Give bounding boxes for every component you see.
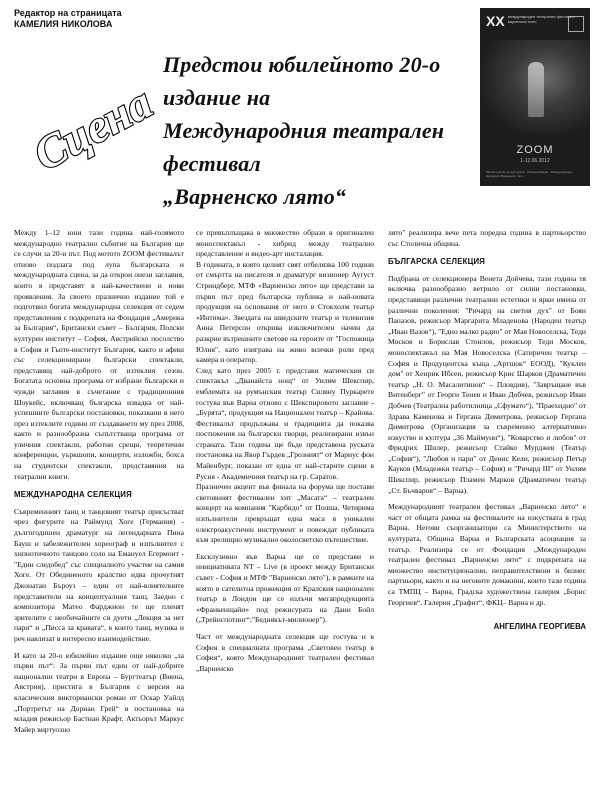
poster-edition-number: XX: [486, 13, 505, 29]
firsts-paragraph: И като за 20-о юбилейно издание още няколко „за първи път“: За първи път един от най-добрите национални театри в Европа – Бургтеатър (Виена, Австрия), пристига в България с версия на класическия викториански роман от Оскар Уайлд „Портретът на Дориан Грей“ в постановка на младия режисьор Бастиан Крафт. Актьорът Маркус Майер виртуозно: [14, 650, 184, 734]
nt-live-paragraph: Ексклузивно във Варна ще се представи и инициативата NT – Live (в проект между Британски съвет - София и МТФ "Варненско лято"), в рамките на която в сателитна прожекция от Кралския национален театър в Лондон ще се излъчи мегапродукцията «Франкенщайн» под режисурата на Дани Бойл („Трейнспотинг“;"Беднякът-милионер").: [196, 551, 374, 625]
dance-paragraph: Съвременният танц и танцовият театър присъстват чрез фигурите на Раймунд Хоге (Германия) - дългогодишен драматург на легендарната Пина Бауш и забележителен хореограф и изпълнител с хипнотичното танцово соло на Емануел Егермонт - "Един следобед" със специалното участие на самия Хоге. От Обединеното кралство идва прочутият Джонатан Бъроуз – един от най-влиятелните представители на концептуалния танц. Заедно с композитора Матео Фарджион те ще пленят зрителите с необичайните си дуети „Лекция за нет пари“ и „Писса за кравата“, в които танц, музика и реч навлизат в интересно взаимодействие.: [14, 506, 184, 643]
rubric-text: Сцена: [25, 76, 160, 181]
article-column-1: [14, 228, 184, 735]
poster-dates: 1-12.06.2012: [520, 158, 550, 164]
section-heading-international: МЕЖДУНАРОДНА СЕЛЕКЦИЯ: [14, 490, 132, 500]
section-heading-bulgarian: БЪЛГАРСКА СЕЛЕКЦИЯ: [388, 257, 486, 267]
poster-title: ZOOM: [516, 144, 554, 156]
festival-poster: [480, 8, 590, 186]
editor-label: Редактор на страницата: [14, 8, 122, 18]
strindberg-paragraph: В годината, в която целият свят отбелязва 100 години от смъртта на писателя и драматург визионер Аугуст Стриндберг, МТФ «Варненско лято» ще представи за първи път пред българска публика и най-новата продукция на основания от него в Стокхолм театър «Интима». Звездата на шведските театър и телевизия Анна Петерсон открива изключителен начин да разкрие вътрешните светове на героите от "Госпожица Юлия", като изиграва на живо всички роли пред камера и оператор.: [196, 259, 374, 365]
headline-line-2: Международния театрален фестивал: [163, 118, 445, 176]
sofia-program-paragraph: Част от международната селекция ще гостува и в София в специалната програма „Световен театър в София“, която Международният театрален фестивал „Варненско: [196, 631, 374, 673]
poster-artwork: [480, 40, 590, 135]
poster-heading: международен театрален фестивал варненско лято: [507, 14, 575, 24]
article-column-2: [196, 228, 374, 674]
purcarete-paragraph: След като през 2005 г. представи магическия си спектакъл „Дванайста нощ“ от Уилям Шекспир, емблемата на румънския театър Силвиу Пуркарете гостува във Варна отново с Шекспировото заглавие - „Бурята“, продукция на Национален театър – Крайова. Фестивалът продължава и традицията да показва постижения на български творци, реализирани извън страната. Тази година ще бъде представена руската постановка на Явор Гърдев „Грозният“ от Мариус фон Майенбург, показан от една от най-старите сцени в Русия - Академичния театър на гр. Саратов.: [196, 365, 374, 481]
article-column-3: [388, 228, 586, 633]
organizers-paragraph: Международният театрален фестивал „Варненско лято“ е част от общата рамка на фестивалите на изкуствата в град Варна. Негови съорганизатори са Министерството на културата, Община Варна и Българската асоциация за театър. Реализира се от Фондация „Международен театрален фестивал „Варненско лято“ с подкрепата на множество институционални, неправителствени и бизнес партньори, както и на неговите домакини, които тази година са ТМПЦ – Варна, Градска художествена галерия „Борис Георгиев“, Галерия „Графит“, ФКЦ– Варна и др.: [388, 502, 586, 607]
finale-paragraph: Празничен акцент във финала на форума ще постави световният фестивален хит „Масата“ – театрален концерт на компания "Карбидо" от Полша. Четирима изпълнители превръщат една маса в уникален електроакустичен инструмент и повеждат публиката към зрелищно музикално околосветско пътешествие.: [196, 482, 374, 545]
sofia-continuation-paragraph: лято" реализира вече пета поредна година в партньорство със Столична община.: [388, 228, 586, 248]
editor-name: КАМЕЛИЯ НИКОЛОВА: [14, 19, 113, 29]
headline-line-1: Предстои юбилейното 20-о издание на: [163, 52, 441, 110]
poster-figure-icon: [528, 62, 544, 117]
rubric-logo: [22, 72, 162, 182]
author-signature: АНГЕЛИНА ГЕОРГИЕВА: [493, 622, 586, 632]
bulgarian-selection-paragraph: Подбрана от селекционера Венета Дойчева, тази година тя включва разнообразно ветрило от силни постановки, представящи различни театрални естетики и ярки имена от различни поколения: "Ричард на светия дух" от Боян Папазов, режисьор Маргарита Младенова (Народен театър „Иван Вазов“), "Едно малко радио" от Мая Новоселска, Теди Москов и Борислав Стоилов, режисьор Теди Москов, моноспектакъл на Мая Новоселска (Сатиричен театър – София и Продуцентска къща „Артшок“ ЕООД), "Куклен дом" от Хенрик Ибсен, режисьор Крис Шарков (Драматичен театър „Н. О. Масалитинов“ – Пловдив), "Завръщане във Витенберг" от Георги Тенев и Иван Добчев, режисьор Иван Добчев (Театрална работилница „Сфумато“), "Праехидно" от Здрава Каменова и Гергана Димитрова, режисьор Гергана Димитрова (Организация за съвременно алтернативно изкуство и култура „36 Маймуни“), "Коварство и любов" от Фридрих Шилер, режисьор Стайко Мурджев (Театър „София“), "Любов и пари" от Денис Кели, режисьор Петър Кауков (Младежки театър – София) и "Ричард III" от Уилям Шекспир, режисьор Пламен Марков (Драматичен театър „Ст. Бъчваров“ – Варна).: [388, 273, 586, 495]
section-rubric: [22, 72, 162, 182]
page-editor-credit: [14, 8, 144, 30]
headline-line-3: „Варненско лято“: [163, 184, 347, 209]
continuation-paragraph: се превъплъщава в множество образи в оригинален моноспектакъл - хибрид между театрално представление и видео-арт инсталация.: [196, 228, 374, 259]
poster-credits: Министерство на културата · Община Варна · Международна фондация Варненско лято: [486, 170, 572, 178]
festival-logo-icon: [568, 16, 584, 32]
article-headline: [163, 48, 508, 213]
intro-paragraph: Между 1–12 юни тази година най-голямото международно театрално събитие на България ще се случи за 20-и път. Под мотото ZOOM фестивалът отново подлага под лупа българската и международната сцена, за да открои онези заглавия, които я представят в най-качествени и нови проявления. За своето празнично издание той е подготвил богата международна селекция от седем представления с подкрепата на Фондация „Америка за България“, Британски съвет – България, Полски културен институт – София, Австрийско посолство в София и Гьоте-институт България, както и афиш със селекционирани български спектакли, представящ най-доброто от изтеклия сезон. Богатата основна програма от избрани български и чужди заглавия в съчетание с традиционния Шоукейс, включващ българска извадка от най-успешните български постановки, показвани в него през изтеклите години от създаването му през 2008, както и разнообразна съпътстваща програма от уличния спектакли, работни срещи, теоретични конференции, уъркшопи, концерти, изложби, бохса на студентски спектакли, представяния на театрални книги.: [14, 228, 184, 481]
